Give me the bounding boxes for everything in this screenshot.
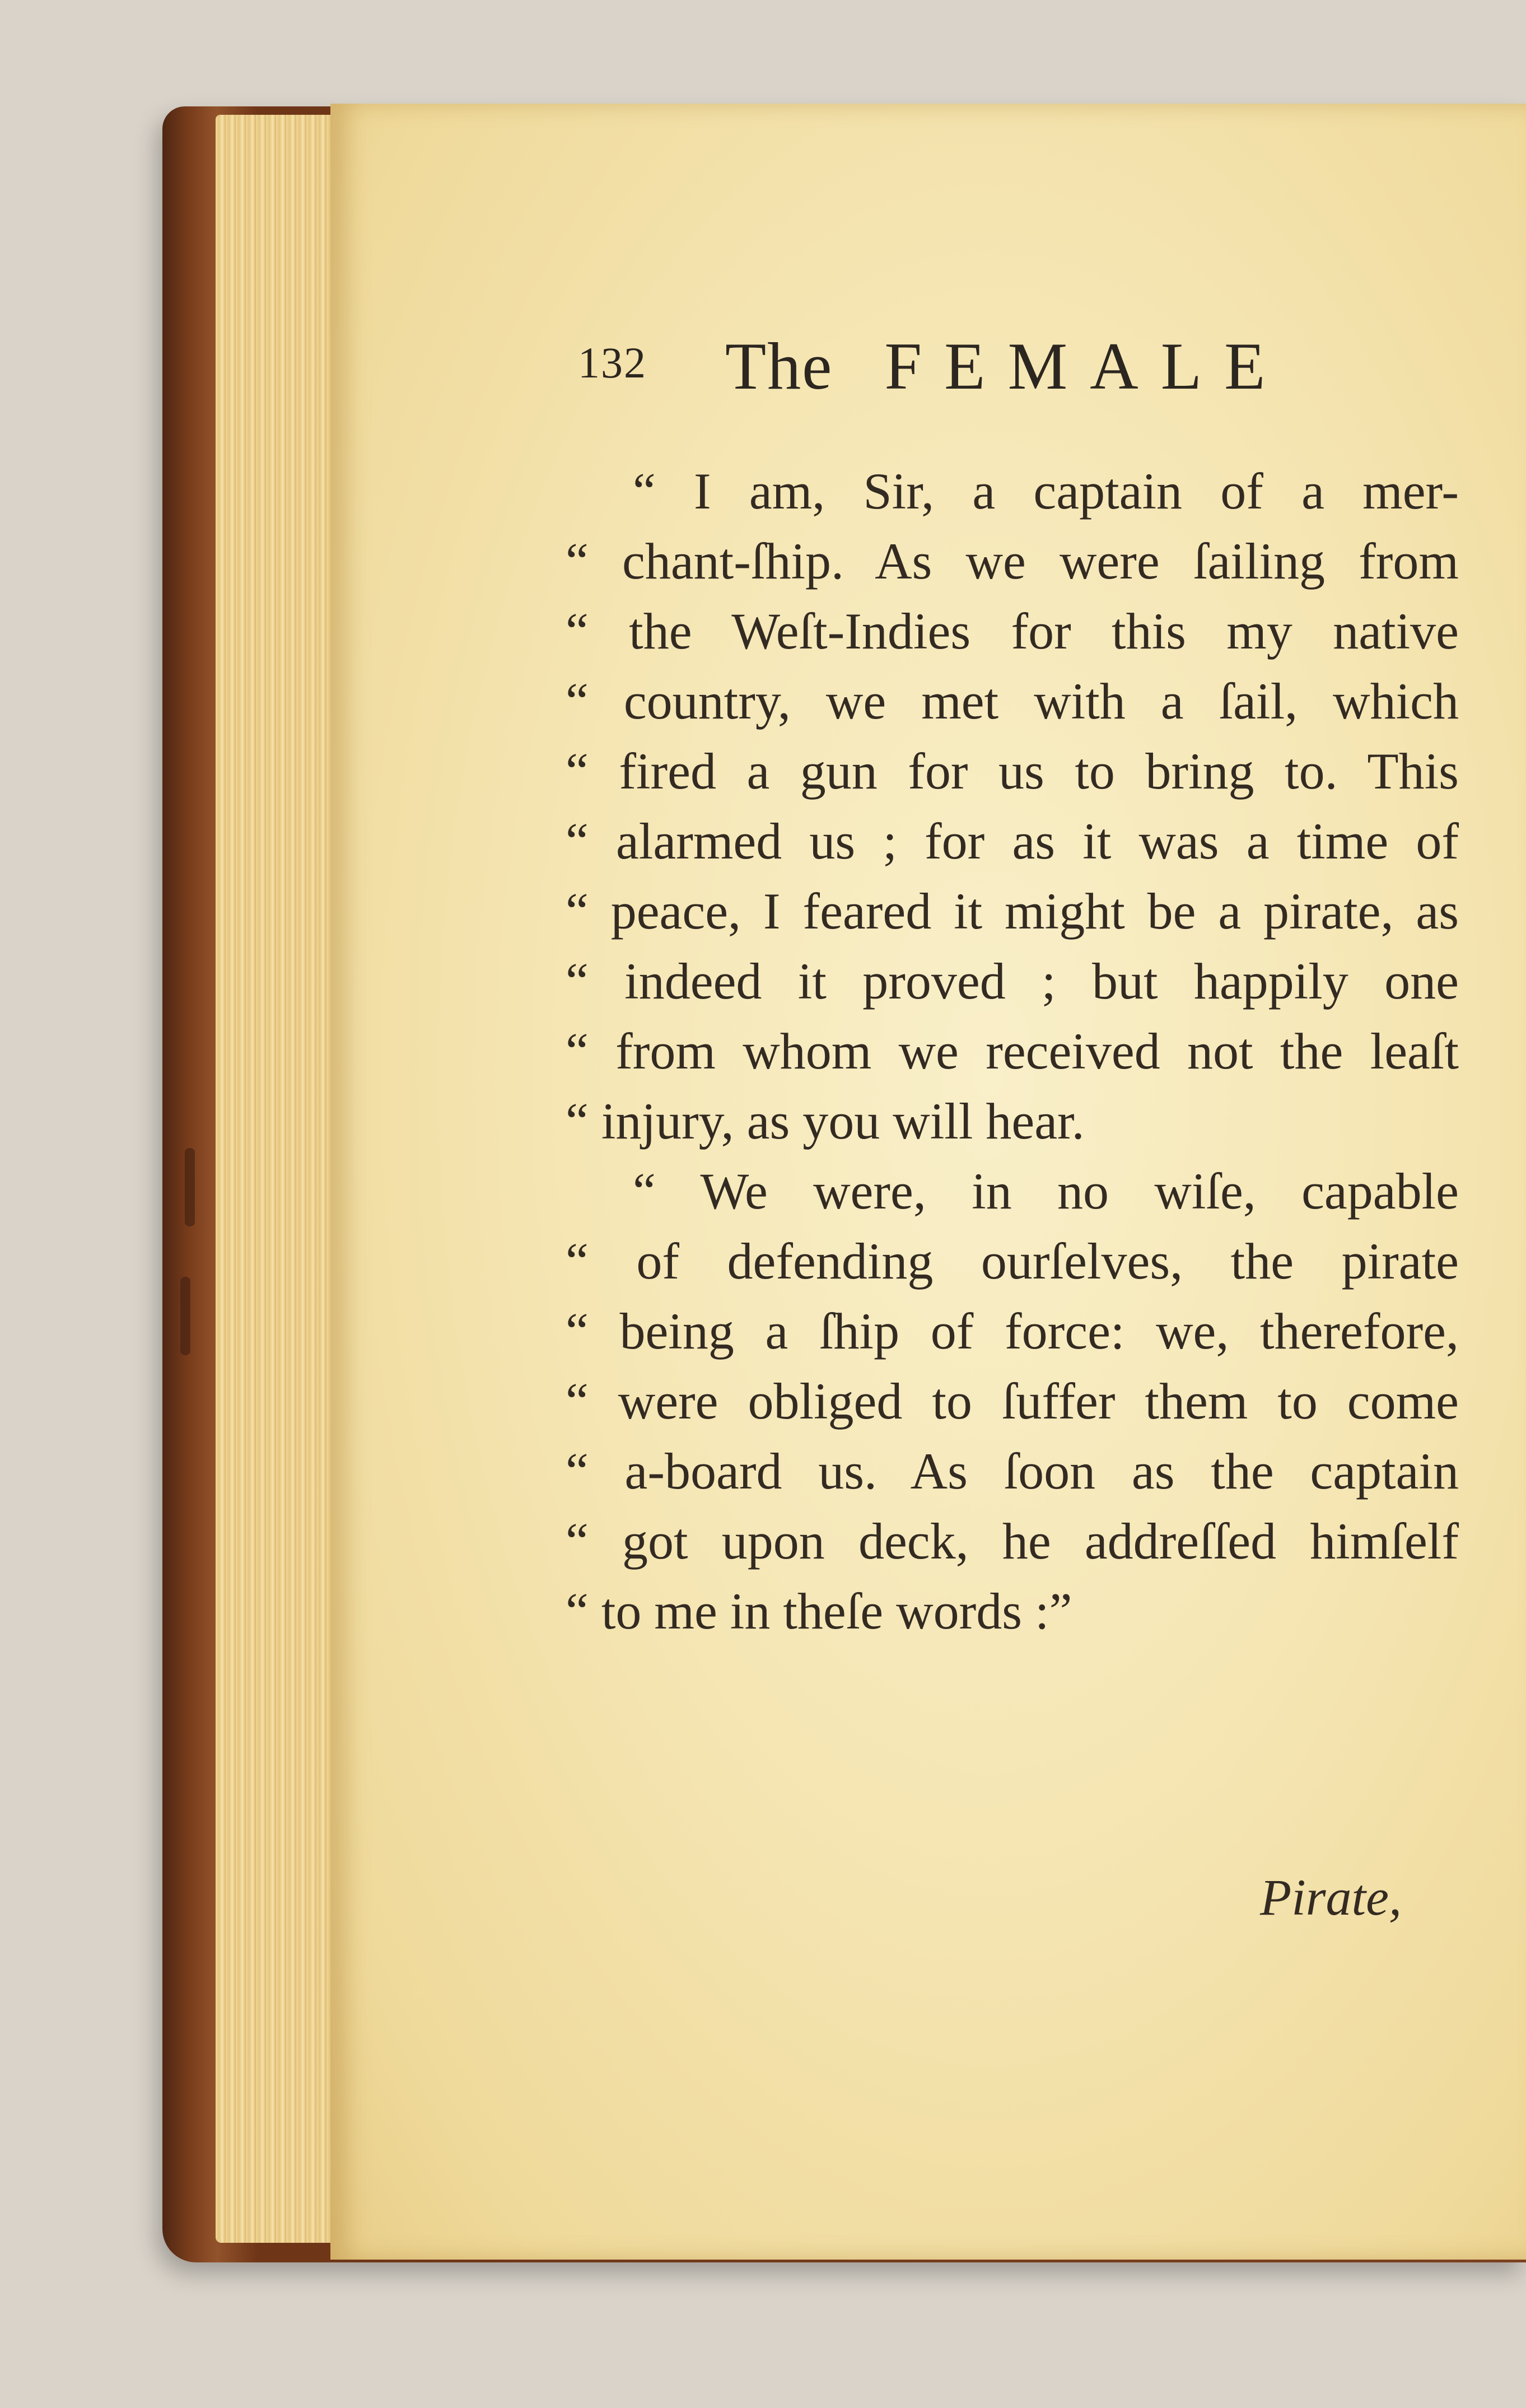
text-line: “ fired a gun for us to bring to. This: [566, 743, 1459, 800]
text-line: “ We were, in no wiſe, capable: [633, 1163, 1459, 1220]
running-head-article: The: [725, 329, 833, 403]
text-line: “ were obliged to ſuffer them to come: [566, 1373, 1459, 1430]
text-line: “ to me in theſe words :”: [566, 1583, 1072, 1640]
binding-wear-mark: [180, 1277, 190, 1355]
running-head: [578, 328, 1287, 405]
text-line: “ from whom we received not the leaſt: [566, 1023, 1459, 1080]
running-head-title: FEMALE: [884, 329, 1288, 403]
catchword: Pirate,: [1260, 1869, 1402, 1926]
page-number: 132: [578, 338, 647, 387]
page-content: [330, 104, 1526, 2260]
text-line: “ the Weſt-Indies for this my native: [566, 603, 1459, 660]
text-line: “ indeed it proved ; but happily one: [566, 953, 1459, 1010]
text-line: “ alarmed us ; for as it was a time of: [566, 813, 1459, 870]
paragraph-2: [566, 1156, 1459, 1646]
binding-wear-mark: [185, 1148, 195, 1226]
text-line: “ got upon deck, he addreſſed himſelf: [566, 1513, 1459, 1570]
book-page: [330, 104, 1526, 2260]
text-line: “ of defending ourſelves, the pirate: [566, 1233, 1459, 1290]
text-line: “ being a ſhip of force: we, therefore,: [566, 1303, 1459, 1360]
text-line: “ a-board us. As ſoon as the captain: [566, 1443, 1459, 1500]
text-line: “ peace, I feared it might be a pirate, as: [566, 883, 1459, 940]
paragraph-1: [566, 456, 1459, 1156]
text-line: “ chant-ſhip. As we were ſailing from: [566, 533, 1459, 590]
text-line: “ I am, Sir, a captain of a mer-: [633, 463, 1459, 520]
text-line: “ country, we met with a ſail, which: [566, 673, 1459, 730]
text-line: “ injury, as you will hear.: [566, 1093, 1085, 1150]
